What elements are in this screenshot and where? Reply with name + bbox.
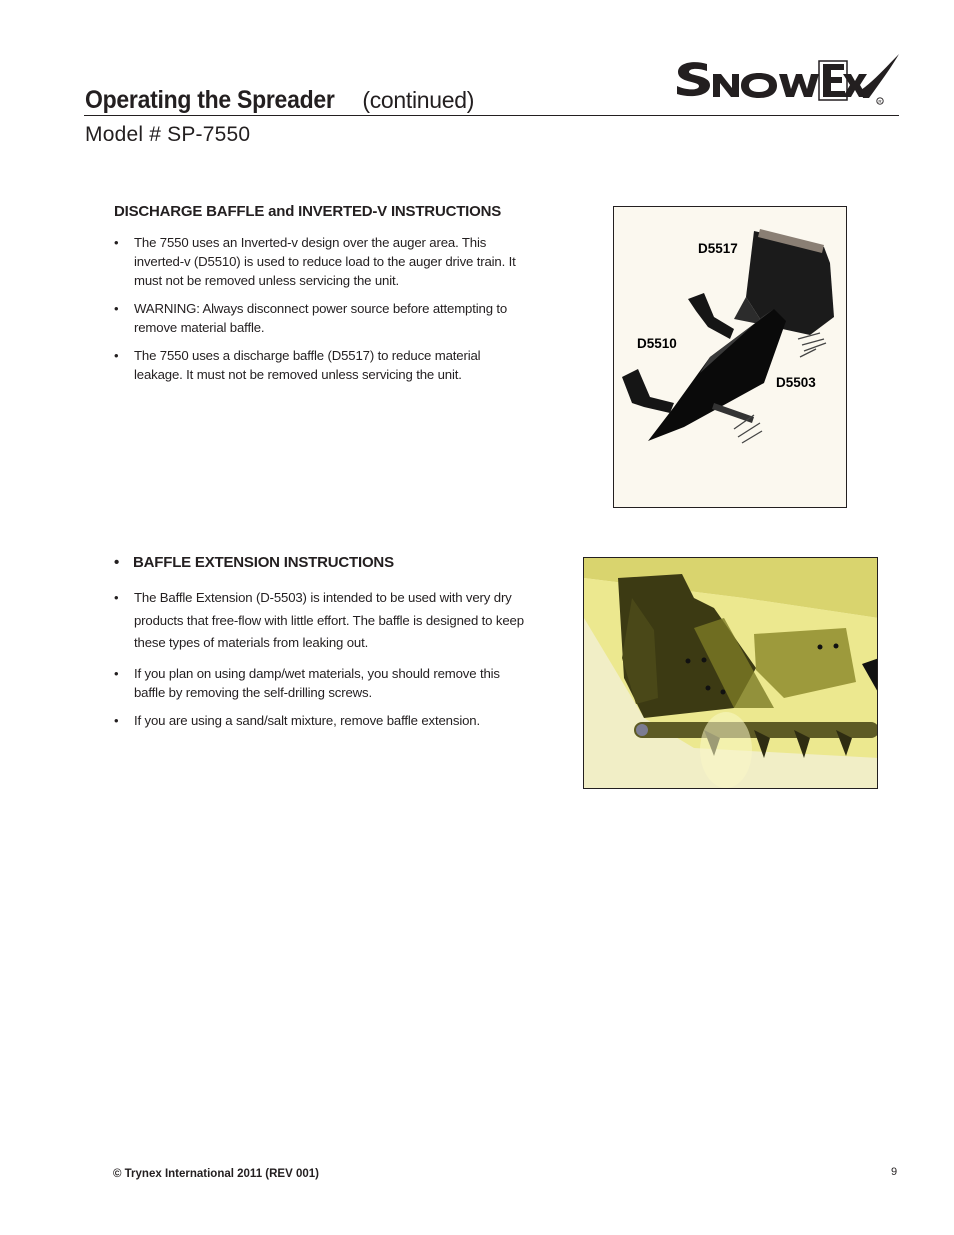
label-d5503: D5503 — [776, 375, 816, 390]
page-number: 9 — [891, 1166, 898, 1178]
section2-heading: • BAFFLE EXTENSION INSTRUCTIONS — [114, 554, 394, 571]
page-title — [85, 86, 474, 115]
copyright-footer: © Trynex International 2011 (REV 001) — [113, 1168, 319, 1180]
baffle-diagram-figure — [613, 206, 847, 508]
label-d5510: D5510 — [637, 336, 677, 351]
list-item: • If you plan on using damp/wet materials, you should remove this baffle by removing the self-drilling screws. — [114, 664, 524, 702]
page-title-main: Operating the Spreader — [85, 86, 335, 114]
section2-bullet-list — [114, 587, 524, 739]
section1-bullet-list — [114, 233, 524, 393]
list-item: • The Baffle Extension (D-5503) is intended to be used with very dry products that free-flow with little effort. The baffle is designed to keep these types of materials from leaking out. — [114, 587, 524, 655]
page-title-continued: (continued) — [356, 87, 475, 113]
list-item: • WARNING: Always disconnect power source before attempting to remove material baffle. — [114, 299, 524, 337]
list-item: • The 7550 uses an Inverted-v design over the auger area. This inverted-v (D5510) is used to reduce load to the auger drive train. It must not be removed unless servicing the unit. — [114, 233, 524, 290]
list-item: • If you are using a sand/salt mixture, remove baffle extension. — [114, 711, 524, 730]
model-number: Model # SP-7550 — [85, 123, 251, 146]
baffle-extension-illustration — [584, 558, 878, 789]
section1-heading: DISCHARGE BAFFLE and INVERTED-V INSTRUCTIONS — [114, 203, 502, 220]
svg-text:R: R — [878, 99, 882, 104]
baffle-extension-figure — [583, 557, 878, 789]
baffle-diagram-illustration — [614, 207, 847, 508]
label-d5517: D5517 — [698, 241, 738, 256]
snowex-logo — [675, 50, 903, 108]
list-item: • The 7550 uses a discharge baffle (D5517) to reduce material leakage. It must not be removed unless servicing the unit. — [114, 346, 524, 384]
header-rule — [84, 115, 899, 116]
